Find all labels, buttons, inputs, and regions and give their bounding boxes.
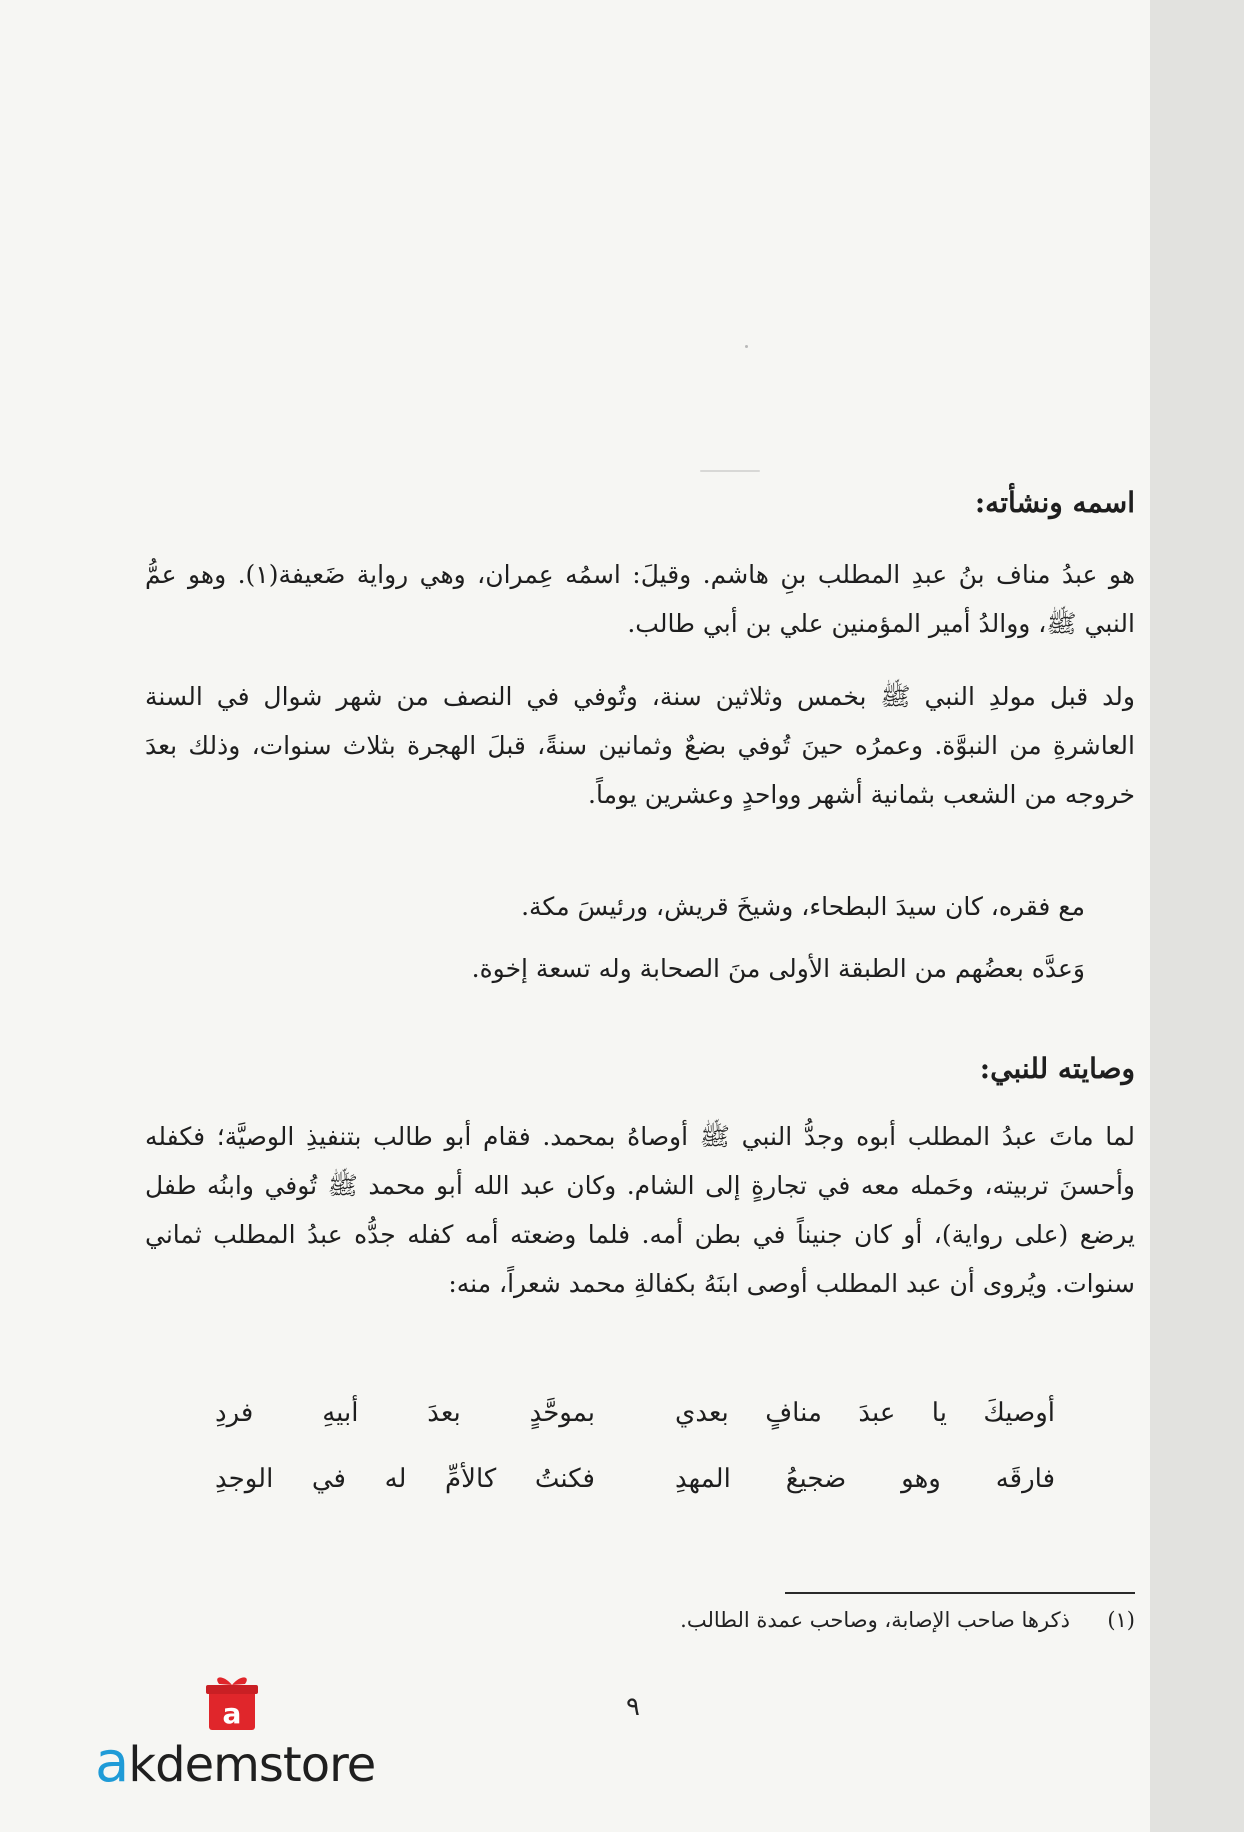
- watermark-logo: [95, 1672, 375, 1802]
- paragraph-name: هو عبدُ مناف بنُ عبدِ المطلب بنِ هاشم. وقيلَ: اسمُه عِمران، وهي رواية ضَعيفة(١). وهو عمُّ النبي ﷺ، ووالدُ أمير المؤمنين علي بن أبي طالب.: [145, 560, 1136, 638]
- poem-first-hemistich: فارقَه وهو ضجيعُ المهدِ: [675, 1464, 1055, 1494]
- section-heading-name-upbringing: اسمه ونشأته:: [974, 486, 1135, 519]
- footnote: [680, 1608, 1135, 1632]
- paragraph-guardianship: لما ماتَ عبدُ المطلب أبوه وجدُّ النبي ﷺ أوصاهُ بمحمد. فقام أبو طالب بتنفيذِ الوصيَّة؛ فكفله وأحسنَ تربيته، وحَمله معه في تجارةٍ إلى الشام. وكان عبد الله أبو محمد ﷺ تُوفي وابنُه طفل يرضع (على رواية)، أو كان جنيناً في بطن أمه. فلما وضعته أمه كفله جدُّه عبدُ المطلب ثماني سنوات. ويُروى أن عبد المطلب أوصى ابنَهُ بكفالةِ محمد شعراً، منه:: [145, 1122, 1135, 1298]
- poem: [215, 1398, 1055, 1530]
- section-heading-guardianship: وصايته للنبي:: [979, 1052, 1135, 1085]
- poem-second-hemistich: فكنتُ كالأمِّ له في الوجدِ: [215, 1464, 595, 1494]
- paragraph-birth-death: ولد قبل مولدِ النبي ﷺ بخمس وثلاثين سنة، وتُوفي في النصف من شهر شوال في السنة العاشرةِ من النبوَّة. وعمرُه حينَ تُوفي بضعٌ وثمانين سنةً، قبلَ الهجرة بثلاث سنوات، وذلك بعدَ خروجه من الشعب بثمانية أشهر وواحدٍ وعشرين يوماً.: [145, 682, 1135, 809]
- gift-box-icon: [205, 1672, 259, 1732]
- footnote-marker: (١): [1107, 1608, 1135, 1632]
- footnote-text: ذكرها صاحب الإصابة، وصاحب عمدة الطالب.: [680, 1608, 1070, 1632]
- poem-first-hemistich: أوصيكَ يا عبدَ منافٍ بعدي: [675, 1398, 1055, 1428]
- poem-second-hemistich: بموحَّدٍ بعدَ أبيهِ فردِ: [215, 1398, 595, 1428]
- brand-name: kdemstore: [128, 1737, 376, 1793]
- footnote-separator: [785, 1592, 1135, 1594]
- paragraph-companions: وَعدَّه بعضُهم من الطبقة الأولى منَ الصحابة وله تسعة إخوة.: [471, 954, 1085, 983]
- brand-accent: a: [95, 1730, 129, 1795]
- brand-wordmark: [95, 1730, 375, 1795]
- scan-margin: [1150, 0, 1244, 1832]
- badge-letter: a: [222, 1697, 242, 1730]
- page-number: ٩: [626, 1692, 640, 1722]
- poem-verse: [215, 1398, 1055, 1464]
- poem-verse: [215, 1464, 1055, 1530]
- page-content: [145, 0, 1135, 1832]
- paragraph-status: مع فقره، كان سيدَ البطحاء، وشيخَ قريش، ورئيسَ مكة.: [521, 892, 1085, 921]
